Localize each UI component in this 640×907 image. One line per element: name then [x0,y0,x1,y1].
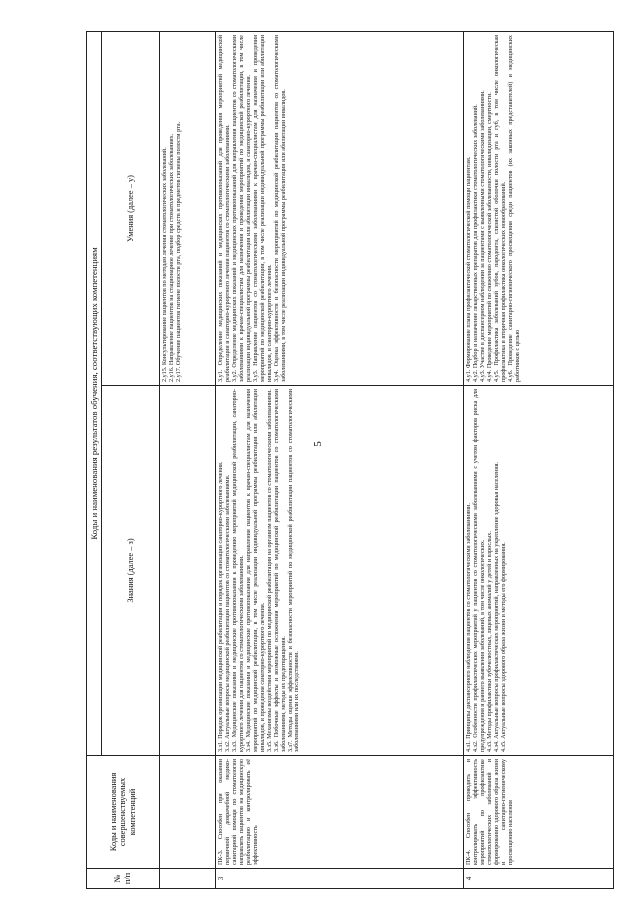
knowledge-cell [464,386,614,756]
table-row [160,32,216,889]
knowledge-item: 4.з4. Актуальные вопросы профилактических мероприятий, направленных на укрепление здоровья населения. [493,462,500,752]
knowledge-item: 3.з6. Побочные эффекты и возможные осложнения мероприятий по медицинской реабилитации пациентов со стоматологическими заболеваниями, методы их предотвращения. [273,389,287,752]
skill-item: 4.у1. Формирование плана профилактической стоматологической помощи пациентам. [466,156,472,382]
knowledge-item: 3.з2. Актуальные вопросы медицинской реабилитации пациентов со стоматологическими заболеваниями. [224,474,231,752]
table-row [216,32,464,889]
knowledge-item: 3.з3. Медицинские показания и медицинские противопоказания к проведению мероприятий медицинской реабилитации, санаторно-курортного лечения для пациентов со стоматологическими заболеваниями. [231,389,245,752]
rotated-sheet [86,32,612,889]
competence-table-container [86,32,612,889]
page-number: 5 [312,441,324,447]
competence-cell: ПК-4. Способен проводить и контролировать эффективность мероприятий по профилактике стоматологических заболеваний и формированию здорового образа жизни и санитарно-гигиеническому просвещению населения [464,756,614,869]
row-number: 4 [464,869,614,889]
skills-cell [160,32,216,386]
skill-item: 4.у4. Проведение мероприятий по снижению стоматологической заболеваемости, инвалидизации, смертности. [486,92,493,382]
skill-item: 2.у16. Направление пациентов на стационарное лечение при стоматологических заболеваниях. [168,133,175,382]
knowledge-item: 4.з3. Методы профилактики зубочелюстных, лицевых аномалий у детей и взрослых. [486,531,493,752]
header-learning-outcomes: Коды и наименования результатов обучения, соответствующих компетенциям [87,32,102,756]
row-number: 3 [216,869,464,889]
header-num: № п/п [87,869,160,889]
skill-item: 4.у2. Подбор и назначение лекарственных препаратов для профилактики стоматологических заболеваний. [472,104,479,382]
skill-item: 3.у4. Оценка эффективности и безопасности мероприятий по медицинской реабилитации пациентов со стоматологическими заболеваниями, в том числе реализации индивидуальной программы реабилитации или абилитации инвалидов. [273,35,287,382]
skill-item: 3.у1. Определение медицинских показаний и медицинских противопоказаний для проведения мероприятий медицинской реабилитации и санаторно-курортного лечения пациентов со стоматологическими заболеваниями. [218,35,231,382]
skills-cell [464,32,614,386]
skill-item: 2.у17. Обучение пациентов гигиене полости рта, подбор средств и предметов гигиены полости рта. [175,121,182,382]
row-number [160,869,216,889]
skills-cell [216,32,464,386]
header-knowledge: Знания (далее – з) [102,386,160,756]
header-skills: Умения (далее – у) [102,32,160,386]
skill-item: 2.у15. Консультирование пациентов по методам лечения стоматологических заболеваний. [162,147,168,382]
header-row-1 [87,32,102,889]
skill-item: 4.у5. Профилактика заболеваний зубов, пародонта, слизистой оболочки полости рта и губ, в том числе онкологическая профилактика и вторичная профилактика онкологических новообразований. [493,35,507,382]
competence-cell: ПК-3. Способен при оказании первичной доврачебной медико-санитарной помощи по стоматологии направлять пациентов на медицинскую реабилитацию и контролировать её эффективность [216,756,464,869]
header-competence-codes: Коды и наименования совершенствуемых компетенций [87,756,160,869]
competence-cell [160,756,216,869]
knowledge-item: 3.з1. Порядок организации медицинской реабилитации и порядок организации санаторно-курортного лечения. [218,461,224,752]
knowledge-item: 4.з2. Особенности профилактических мероприятий у пациентов со стоматологическими заболеваниями с учетом факторов риска для предупреждения и раннего выявления заболеваний, в том числе онкологических. [472,389,486,752]
knowledge-item: 3.з4. Медицинские показания и медицинские противопоказания для направления пациентов к врачам-специалистам для назначения мероприятий по медицинской реабилитации, в том числе реализации индивидуальной программы реабилитации или абилитации инвалидов, и проведения санаторно-курортного лечения. [245,389,266,752]
table-row [464,32,614,889]
knowledge-item: 3.з7. Методы оценки эффективности и безопасности мероприятий по медицинской реабилитации пациентов со стоматологическими заболеваниями или их последствиями. [287,389,301,752]
knowledge-cell [160,386,216,756]
skill-item: 3.у2. Определение медицинских показаний и медицинских противопоказаний для направления пациентов со стоматологическими заболеваниями к врачам-специалистам для назначения и проведения мероприятий по медицинской реабилитации, в том числе реализации индивидуальной программы реабилитации или абилитации инвалидов, и санаторно-курортного лечения. [231,35,252,382]
skill-item: 4.у6. Проведение санитарно-гигиенического просвещения среди пациентов (их законных представителей) и медицинских работников с целью [507,35,521,382]
knowledge-item: 4.з5. Актуальные вопросы здорового образа жизни и методы его формирования. [500,542,507,752]
knowledge-item: 4.з1. Принципы диспансерного наблюдения пациентов со стоматологическими заболеваниями. [466,503,472,752]
knowledge-cell [216,386,464,756]
competence-table [86,31,614,889]
skill-item: 3.у3. Направление пациентов со стоматологическими заболеваниями к врачам-специалистам для назначения и проведения мероприятий по медицинской реабилитации, в том числе реализации индивидуальной программы реабилитации или абилитации инвалидов, и санаторно-курортного лечения. [252,35,273,382]
skill-item: 4.у3. Участие в диспансерном наблюдении за пациентами с выявленными стоматологическими заболеваниями. [479,90,486,382]
knowledge-item: 3.з5. Механизмы воздействия мероприятий по медицинской реабилитации на организм пациентов со стоматологическими заболеваниями. [266,389,273,752]
